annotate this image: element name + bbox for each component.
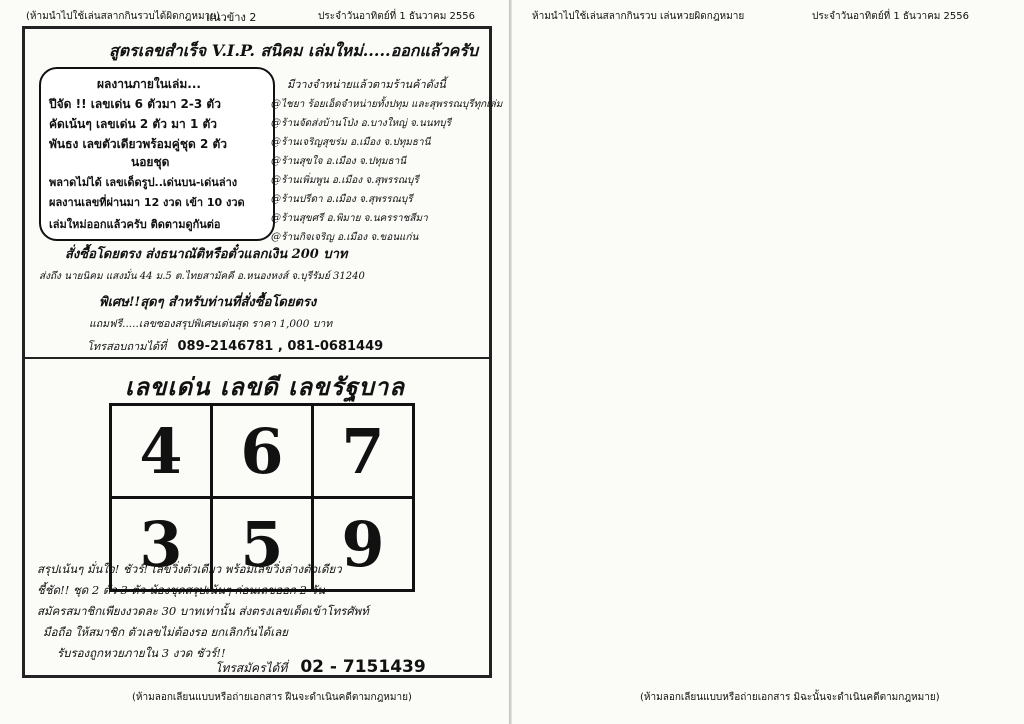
agents-list <box>271 95 502 247</box>
agent-item: @ร้านสุขศรี อ.พิมาย จ.นครราชสีมา <box>271 213 428 224</box>
signup-label: โทรสมัครได้ที่ <box>215 661 288 675</box>
results-line: ปีจัด !! เลขเด่น 6 ตัวมา 2-3 ตัว <box>49 97 221 111</box>
right-page <box>512 0 1024 724</box>
phone-numbers: 089-2146781 , 081-0681449 <box>177 339 384 354</box>
phone-line <box>87 335 383 355</box>
section-title: เลขเด่น เลขดี เลขรัฐบาล <box>125 372 405 401</box>
results-line: ผลงานภายในเล่ม... <box>97 77 201 91</box>
grid-number: 3 <box>111 498 212 591</box>
agent-item: @ร้านกิจเจริญ อ.เมือง จ.ขอนแก่น <box>271 232 419 243</box>
note-line: ชี้ชัด!! ชุด 2 ตัว 3 ตัว น้องชุดสรุปเน้นๆ ก่อนเลขออก 2 วัน <box>37 583 325 597</box>
agent-item: @ร้านเพิ่มพูน อ.เมือง จ.สุพรรณบุรี <box>271 175 419 186</box>
agent-item: @ร้านปรีดา อ.เมือง จ.สุพรรณบุรี <box>271 194 413 205</box>
agents-title: มีวางจำหน่ายแล้วตามร้านค้าดังนี้ <box>287 78 446 91</box>
results-box <box>39 67 275 241</box>
bonus-line: แถมฟรี.....เลขซองสรุปพิเศษเด่นสุด ราคา 1,000 บาท <box>89 318 333 330</box>
left-header-center: แนวข้าง 2 <box>206 11 257 24</box>
grid-number: 6 <box>212 405 313 498</box>
right-header-notice: ห้ามนำไปใช้เล่นสลากกินรวบ เล่นหวยผิดกฎหมาย <box>532 11 745 22</box>
grid-number: 4 <box>111 405 212 498</box>
left-header-date: ประจำวันอาทิตย์ที่ 1 ธันวาคม 2556 <box>318 11 475 22</box>
results-line: พันธง เลขตัวเดียวพร้อมคู่ชุด 2 ตัว <box>49 137 228 151</box>
grid-number: 9 <box>313 498 414 591</box>
results-line: ผลงานเลขที่ผ่านมา 12 งวด เข้า 10 งวด <box>49 196 245 209</box>
note-line: สมัครสมาชิกเพียงงวดละ 30 บาทเท่านั้น ส่งตรงเลขเด็ดเข้าโทรศัพท์ <box>37 604 369 618</box>
results-line: คัดเน้นๆ เลขเด่น 2 ตัว มา 1 ตัว <box>49 117 218 131</box>
agent-item: @ร้านสุขใจ อ.เมือง จ.ปทุมธานี <box>271 156 407 167</box>
grid-number: 7 <box>313 405 414 498</box>
results-line: พลาดไม่ได้ เลขเด็ดรูป..เด่นบน-เด่นล่าง <box>49 176 238 189</box>
order-line: สั่งซื้อโดยตรง ส่งธนาณัติหรือตั๋วแลกเงิน 200 บาท <box>65 247 348 262</box>
results-line: นอยชุด <box>131 155 170 169</box>
results-line: เล่มใหม่ออกแล้วครับ ติดตามดูกันต่อ <box>49 218 221 231</box>
right-footer: (ห้ามลอกเลียนแบบหรือถ่ายเอกสาร มิฉะนั้นจะดำเนินคดีตามกฎหมาย) <box>640 692 940 703</box>
agent-item: @ร้านจัดส่งบ้านโป่ง อ.บางใหญ่ จ.นนทบุรี <box>271 118 451 129</box>
signup-line <box>215 657 426 678</box>
agent-item: @ไชยา ร้อยเอ็ดจำหน่ายทั้งปทุม และสุพรรณบุรีทุกเล่ม <box>271 99 503 110</box>
note-line: รับรองถูกหวยภายใน 3 งวด ชัวร์!! <box>57 646 226 660</box>
grid-number: 5 <box>212 498 313 591</box>
note-lines <box>37 559 369 664</box>
agent-item: @ร้านเจริญสุขร่ม อ.เมือง จ.ปทุมธานี <box>271 137 431 148</box>
left-header-notice: (ห้ามนำไปใช้เล่นสลากกินรวบได้ผิดกฎหมาย) <box>26 11 220 22</box>
phone-label: โทรสอบถามได้ที่ <box>87 340 167 353</box>
vip-title: สูตรเลขสำเร็จ V.I.P. สนิคม เล่มใหม่.....ออกแล้วครับ <box>109 41 479 60</box>
section-divider <box>25 357 489 359</box>
signup-number: 02 - 7151439 <box>300 657 426 677</box>
right-header-date: ประจำวันอาทิตย์ที่ 1 ธันวาคม 2556 <box>812 11 969 22</box>
address-line: ส่งถึง นายนิคม แสงมั่น 44 ม.5 ต.ไทยสามัคคี อ.หนองหงส์ จ.บุรีรัมย์ 31240 <box>39 271 365 282</box>
note-line: สรุปเน้นๆ มั่นใจ! ชัวร์! เลขวิ่งตัวเดียว พร้อมเลขวิ่งล่างตัวเดียว <box>37 562 342 576</box>
left-footer: (ห้ามลอกเลียนแบบหรือถ่ายเอกสาร ฝืนจะดำเนินคดีตามกฎหมาย) <box>132 692 412 703</box>
left-frame <box>22 26 503 678</box>
note-line: มือถือ ให้สมาชิก ตัวเลขไม่ต้องรอ ยกเลิกกันได้เลย <box>43 625 288 639</box>
special-line: พิเศษ!!สุดๆ สำหรับท่านที่สั่งซื้อโดยตรง <box>99 295 317 310</box>
